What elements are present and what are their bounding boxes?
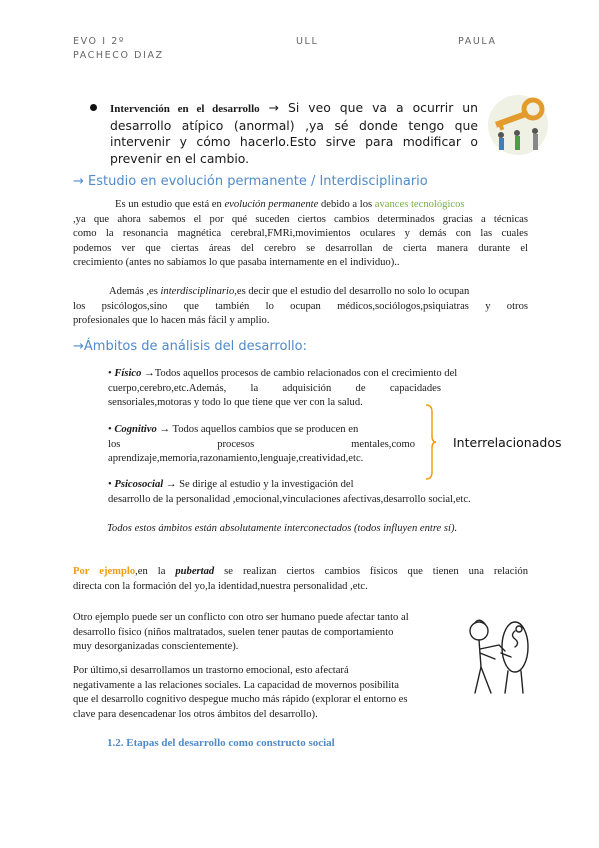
text: debido a los: [318, 199, 375, 210]
bracket: [425, 404, 437, 480]
area-line: → Se dirige al estudio y la investigación del: [165, 479, 354, 490]
area-line: desarrollo de la personalidad ,emocional,vinculaciones afectivas,desarrollo social,etc.: [108, 493, 471, 505]
example-paragraph: [73, 565, 528, 594]
arrow: →: [268, 100, 280, 115]
interconnected-note: Todos estos ámbitos están absolutamente interconectados (todos influyen entre sí).: [107, 523, 458, 534]
bullet-dot: [90, 104, 97, 111]
italic-term: pubertad: [175, 566, 215, 577]
area-term: Físico: [114, 368, 142, 379]
paragraph-line: negativamente a las relaciones sociales. La capacidad de movernos posibilita: [73, 679, 399, 691]
header-second-line: PACHECO DIAZ: [73, 50, 164, 61]
text: ,en la: [135, 566, 176, 577]
paragraph-line: desarrollo físico (niños maltratados, suelen tener pautas de comportamiento: [73, 626, 394, 638]
paragraph-line: que el desarrollo cognitivo despegue mucho más rápido (explorar el entorno es: [73, 694, 408, 706]
key-and-people-illustration: [487, 92, 549, 158]
last-paragraph: [73, 664, 463, 722]
paragraph-line: profesionales que lo hacen más fácil y amplio.: [73, 315, 270, 327]
interrelated-label: Interrelacionados: [453, 435, 562, 450]
area-psicosocial: • Psicosocial → Se dirige al estudio y la investigación del desarrollo de la personalidad ,emocional,vinculaciones afectivas,desarrollo social,etc.: [108, 478, 528, 507]
area-line: sensoriales,motoras y todo lo que tiene que ver con la salud.: [108, 397, 363, 409]
header-center: ULL: [296, 36, 319, 47]
header-right: PAULA: [458, 36, 497, 47]
paragraph-line: los psicólogos,sino que también lo ocupan médicos,sociólogos,psiquiatras y otros: [73, 300, 528, 312]
section-heading-areas: →Ámbitos de análisis del desarrollo:: [73, 339, 308, 354]
area-cognitivo: • Cognitivo → Todos aquellos cambios que se producen en los procesos mentales,como aprendizaje,memoria,razonamiento,lenguaje,creatividad,etc.: [108, 423, 415, 467]
paragraph-line: clave para desencadenar los otros ámbitos del desarrollo).: [73, 708, 318, 720]
intro-term: Intervención en el desarrollo: [110, 103, 260, 115]
two-people-conflict-sketch: [461, 611, 539, 697]
area-line: los procesos mentales,como: [108, 438, 415, 450]
other-example-paragraph: [73, 611, 463, 655]
area-term: Psicosocial: [114, 479, 164, 490]
paragraph-evolution: [73, 198, 528, 271]
intro-bullet: [110, 100, 478, 167]
intro-line: Si veo que va a ocurrir un: [288, 100, 478, 115]
area-term: Cognitivo: [114, 424, 157, 435]
subheading-stages: 1.2. Etapas del desarrollo como constructo social: [107, 737, 335, 749]
paragraph-line: ,ya que ahora sabemos el por qué suceden ciertos cambios determinados gracias a técnicas: [73, 213, 528, 225]
intro-line: prevenir en el cambio.: [110, 150, 250, 166]
intro-line: desarrollo atípico (anormal) ,ya sé donde tengo que: [110, 117, 478, 133]
section-heading-evolution: → Estudio en evolución permanente / Interdisciplinario: [73, 174, 428, 189]
area-line: aprendizaje,memoria,razonamiento,lenguaje,creatividad,etc.: [108, 453, 364, 465]
italic-term: evolución permanente: [224, 199, 319, 210]
italic-term: interdisciplinario: [160, 286, 235, 297]
highlight-term: avances tecnológicos: [374, 199, 465, 210]
text: se realizan ciertos cambios físicos que tienen una relación: [214, 566, 528, 577]
area-line: → Todos aquellos cambios que se producen en: [159, 424, 359, 435]
paragraph-line: crecimiento (antes no sabíamos lo que pasaba internamente en el individuo)..: [73, 257, 400, 269]
paragraph-line: como la resonancia magnética cerebral,FMRi,movimientos oculares y demás con las cuales: [73, 228, 528, 240]
paragraph-interdisciplinary: [73, 285, 528, 329]
text: Es un estudio que está en: [115, 199, 225, 210]
text: Además ,es: [109, 286, 161, 297]
area-fisico: • Físico →Todos aquellos procesos de cambio relacionados con el crecimiento del cuerpo,cerebro,etc.Además, la adquisición de capacidades sensoriales,motoras y todo lo que tiene que ver con la salud.: [108, 367, 528, 411]
intro-line: intervenir y cómo hacerlo.Esto sirve para modificar o: [110, 134, 478, 149]
header-left: EVO I 2º: [73, 36, 125, 47]
paragraph-line: podemos ver que ciertas áreas del cerebro se desarrollan de cierta manera durante el: [73, 242, 528, 254]
area-line: →Todos aquellos procesos de cambio relacionados con el crecimiento del: [144, 368, 458, 379]
example-label: Por ejemplo: [73, 566, 136, 577]
area-line: cuerpo,cerebro,etc.Además, la adquisición de capacidades: [108, 382, 441, 394]
paragraph-line: Otro ejemplo puede ser un conflicto con otro ser humano puede afectar tanto al: [73, 612, 409, 623]
paragraph-line: Por último,si desarrollamos un trastorno emocional, esto afectará: [73, 665, 349, 676]
paragraph-line: muy desorganizadas conscientemente).: [73, 641, 239, 653]
text: ,es decir que el estudio del desarrollo no solo lo ocupan: [234, 286, 470, 297]
paragraph-line: directa con la formación del yo,la identidad,nuestra personalidad ,etc.: [73, 580, 368, 592]
